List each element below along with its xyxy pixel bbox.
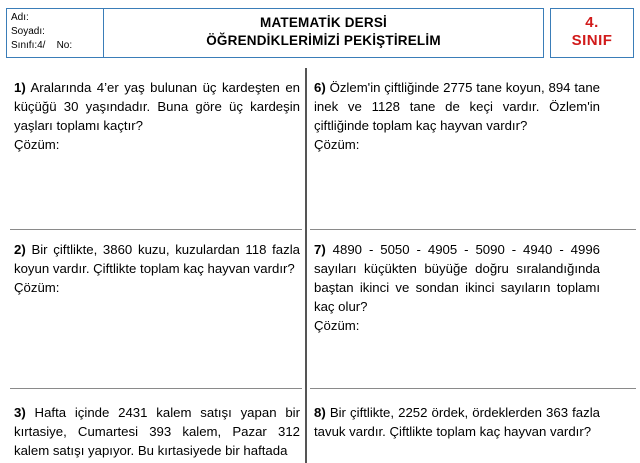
question-7 [314, 240, 600, 335]
student-info-box [6, 8, 104, 58]
question-8 [314, 403, 600, 441]
column-divider [305, 68, 307, 463]
title-line-1: MATEMATİK DERSİ [260, 15, 387, 30]
question-number: 8) [314, 405, 326, 420]
question-1 [14, 78, 300, 154]
worksheet-header [6, 8, 634, 60]
question-number: 1) [14, 80, 26, 95]
title-box [104, 8, 544, 58]
question-number: 6) [314, 80, 326, 95]
solution-label: Çözüm: [14, 137, 60, 152]
solution-label: Çözüm: [314, 137, 360, 152]
question-number: 3) [14, 405, 26, 420]
question-text: Bir çiftlikte, 2252 ördek, ördeklerden 363 fazla tavuk vardır. Çiftlikte toplam kaç hayvan vardır? [314, 405, 600, 439]
question-text: Hafta içinde 2431 kalem satışı yapan bir kırtasiye, Cumartesi 393 kalem, Pazar 312 kalem satışı yapıyor. Bu kırtasiyede bir haftada [14, 405, 300, 458]
row-separator-left-2 [10, 388, 302, 389]
surname-field-label: Soyadı: [11, 26, 45, 37]
question-number: 7) [314, 242, 326, 257]
question-text: Bir çiftlikte, 3860 kuzu, kuzulardan 118 fazla koyun vardır. Çiftlikte toplam kaç hayvan vardır? [14, 242, 300, 276]
name-field-label: Adı: [11, 12, 29, 23]
question-6 [314, 78, 600, 154]
question-2 [14, 240, 300, 297]
row-separator-right-2 [310, 388, 636, 389]
title-line-2: ÖĞRENDİKLERİMİZİ PEKİŞTİRELİM [206, 33, 441, 48]
class-number-field-label: Sınıfı:4/ No: [11, 40, 73, 51]
question-3 [14, 403, 300, 460]
grade-box [550, 8, 634, 58]
question-number: 2) [14, 242, 26, 257]
grade-label: SINIF [571, 32, 613, 49]
question-text: 4890 - 5050 - 4905 - 5090 - 4940 - 4996 sayıları küçükten büyüğe doğru sıralandığında baştan ikinci ve sondan ikinci sayıların toplamı kaç olur? [314, 242, 600, 314]
row-separator-left-1 [10, 229, 302, 230]
row-separator-right-1 [310, 229, 636, 230]
question-text: Aralarında 4’er yaş bulunan üç kardeşten en küçüğü 30 yaşındadır. Buna göre üç kardeşin yaşları toplamı kaçtır? [14, 80, 300, 133]
grade-number: 4. [585, 14, 599, 31]
solution-label: Çözüm: [314, 318, 360, 333]
question-text: Özlem'in çiftliğinde 2775 tane koyun, 894 tane inek ve 1128 tane de keçi vardır. Özlem'in çiftliğinde toplam kaç hayvan vardır? [314, 80, 600, 133]
solution-label: Çözüm: [14, 280, 60, 295]
